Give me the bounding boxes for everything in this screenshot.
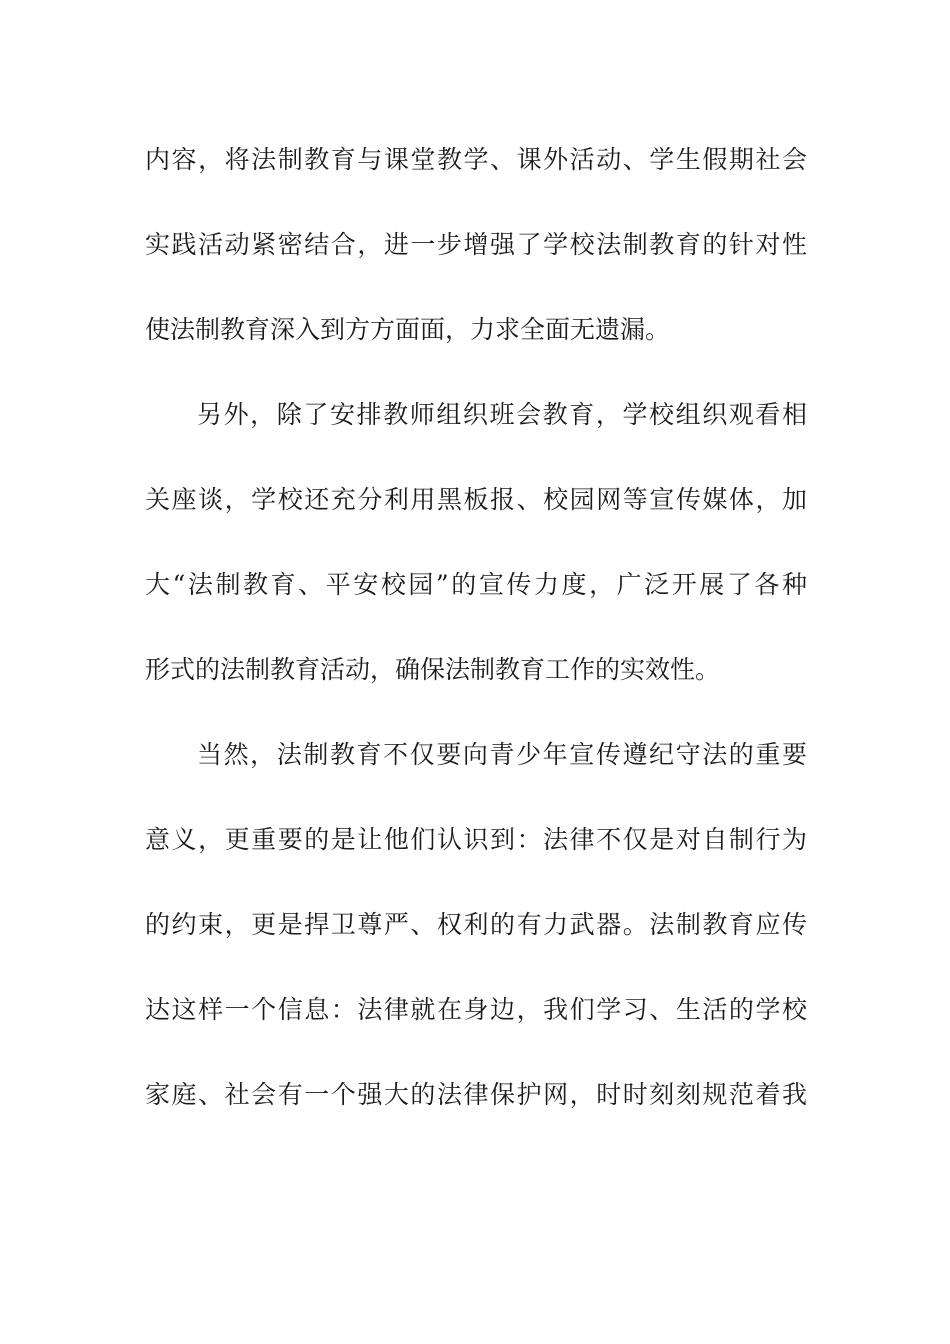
- text-line: 内容，将法制教育与课堂教学、课外活动、学生假期社会: [145, 145, 807, 174]
- text-line: 实践活动紧密结合，进一步增强了学校法制教育的针对性: [145, 230, 807, 259]
- text-line: 意义，更重要的是让他们认识到：法律不仅是对自制行为: [145, 825, 807, 854]
- text-line: 形式的法制教育活动，确保法制教育工作的实效性。: [145, 655, 721, 684]
- text-line: 家庭、社会有一个强大的法律保护网，时时刻刻规范着我: [145, 1080, 807, 1109]
- text-line: 大“法制教育、平安校园”的宣传力度，广泛开展了各种: [145, 570, 807, 599]
- paragraph-start-line: 当然，法制教育不仅要向青少年宣传遵纪守法的重要: [197, 740, 807, 769]
- paragraph-start-line: 另外，除了安排教师组织班会教育，学校组织观看相: [197, 400, 807, 429]
- text-line: 达这样一个信息：法律就在身边，我们学习、生活的学校: [145, 995, 807, 1024]
- text-line: 的约束，更是捍卫尊严、权利的有力武器。法制教育应传: [145, 910, 807, 939]
- text-line: 使法制教育深入到方方面面，力求全面无遗漏。: [145, 315, 671, 344]
- text-line: 关座谈，学校还充分利用黑板报、校园网等宣传媒体，加: [145, 485, 807, 514]
